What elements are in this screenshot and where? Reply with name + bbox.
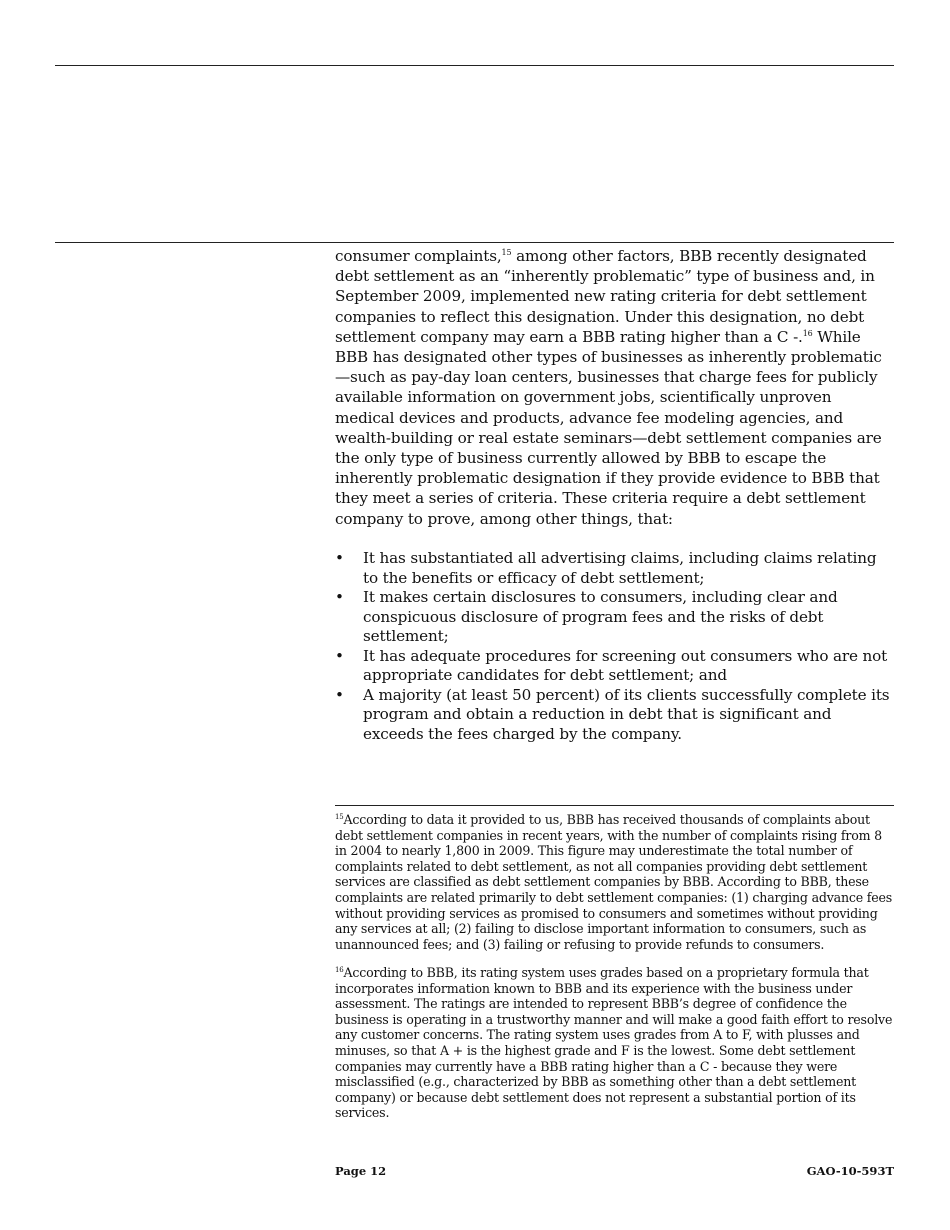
bullet-icon: • — [335, 685, 344, 704]
footnote-text: According to data it provided to us, BBB has received thousands of complaints about debt settlement companies in recent years, with the number of complaints rising from 8 in 2004 to nearly 1,800 in 2009. This figure may underestimate the total number of complaints related to debt settlement, as not all companies providing debt settlement services are classified as debt settlement companies by BBB. According to BBB, these complaints are related primarily to debt settlement companies: (1) charging advance fees without providing services as promised to consumers and sometimes without providing any services at all; (2) failing to disclose important information to consumers, such as unannounced fees; and (3) failing or refusing to provide refunds to consumers. — [335, 812, 893, 952]
footnote-16 — [335, 965, 894, 1121]
footnote-ref-15[interactable]: 15 — [501, 248, 512, 257]
header-bottom-rule — [55, 242, 894, 243]
footnote-number: 16 — [335, 966, 344, 974]
body-paragraph: consumer complaints,$^{15}$ among other factors, BBB recently designated debt settlement as an “inherently problematic” type of business and, in September 2009, implemented new rating criteria for debt settlement companies to reflect this designation. Under this designation, no debt settlement company may earn a BBB rating higher than a C -.$^{16}$ While BBB has designated other types of businesses as inherently problematic—such as pay-day loan centers, businesses that charge fees for publicly available information on government jobs, scientifically unproven medical devices and products, advance fee modeling agencies, and wealth-building or real estate seminars—debt settlement companies are the only type of business currently allowed by BBB to escape the inherently problematic designation if they provide evidence to BBB that they meet a series of criteria. These criteria require a debt settlement company to prove, among other things, that: — [335, 247, 882, 528]
bullet-icon: • — [335, 588, 344, 606]
footnote-ref-16[interactable]: 16 — [802, 328, 813, 338]
footnote-text: According to BBB, its rating system uses grades based on a proprietary formula that incorporates information known to BBB and its experience with the business under assessment. The ratings are intended to represent BBB’s degree of confidence the business is operating in a trustworthy manner and will make a good faith effort to resolve any customer concerns. The rating system uses grades from A to F, with plusses and minuses, so that A + is the highest grade and F is the lowest. Some debt settlement companies may currently have a BBB rating higher than a C - because they were misclassified (e.g., characterized by BBB as something other than a debt settlement company) or because debt settlement does not represent a substantial portion of its services. — [335, 965, 893, 1121]
header-top-rule — [55, 65, 894, 66]
list-item: • It makes certain disclosures to consumers, including clear and conspicuous disclosure of program fees and the risks of debt settlement; — [335, 588, 838, 645]
list-item: • It has substantiated all advertising claims, including claims relating to the benefits or efficacy of debt settlement; — [335, 549, 877, 587]
list-item: • It has adequate procedures for screening out consumers who are not appropriate candidates for debt settlement; and — [335, 646, 888, 684]
footnote-divider — [335, 805, 894, 806]
page-number: Page 12 — [335, 1164, 387, 1178]
report-id: GAO-10-593T — [806, 1164, 894, 1178]
footnote-15 — [335, 812, 894, 952]
bullet-icon: • — [335, 549, 344, 567]
criteria-list — [335, 549, 894, 744]
bullet-icon: • — [335, 646, 344, 665]
list-item: • A majority (at least 50 percent) of its clients successfully complete its program and obtain a reduction in debt that is significant and exceeds the fees charged by the company. — [335, 685, 890, 743]
footnote-number: 15 — [335, 813, 344, 821]
